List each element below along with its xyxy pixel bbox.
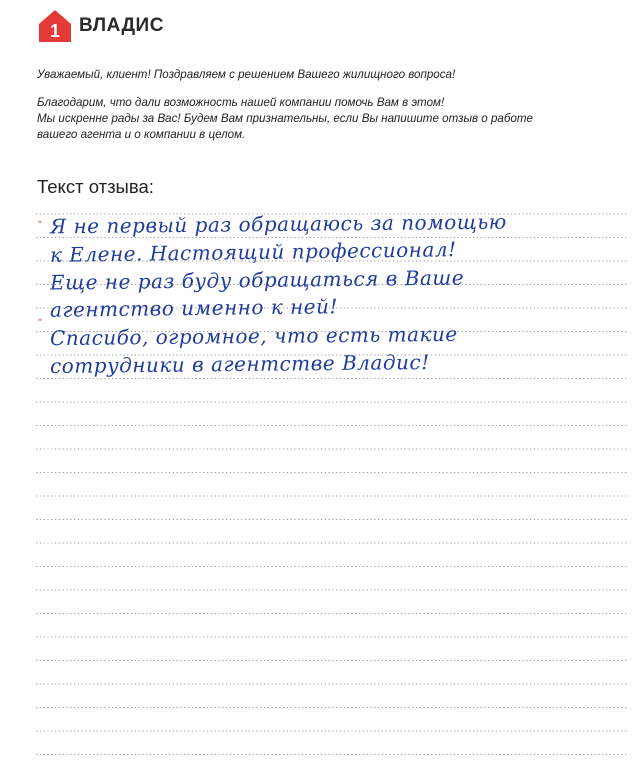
review-heading: Текст отзыва: [37,176,154,197]
margin-mark: ʹʹ [38,220,42,231]
logo-badge-number: 1 [49,21,61,41]
handwritten-line-4: агентство именно к ней! [49,294,339,322]
handwritten-line-3: Еще не раз буду обращаться в Ваше [49,265,465,295]
intro-line-1: Благодарим, что дали возможность нашей компании помочь Вам в этом! [37,96,445,109]
intro-paragraph-1: Уважаемый, клиент! Поздравляем с решением Вашего жилищного вопроса! [37,68,456,81]
handwritten-line-1: Я не первый раз обращаюсь за помощью [49,209,507,239]
margin-mark: ʹʹ [38,318,42,329]
handwritten-line-2: к Елене. Настоящий профессионал! [49,237,457,267]
ruled-lines [30,0,630,768]
handwritten-line-6: сотрудники в агентстве Владис! [49,350,430,378]
handwritten-line-5: Спасибо, огромное, что есть такие [49,321,458,351]
logo-text: ВЛАДИС [79,15,164,36]
intro-line-3: вашего агента и о компании в целом. [37,128,246,141]
intro-line-2: Мы искренне рады за Вас! Будем Вам признательны, если Вы напишите отзыв о работе [37,112,533,125]
